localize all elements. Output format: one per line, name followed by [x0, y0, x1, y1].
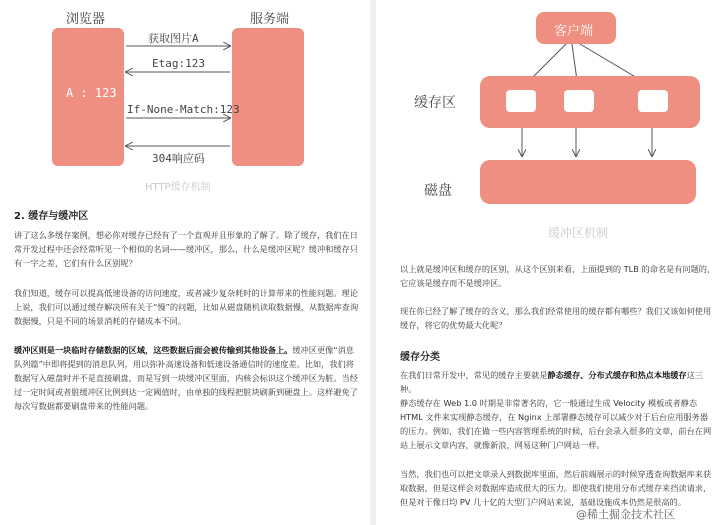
arrow-304-label: 304响应码 [152, 152, 205, 165]
diagram-caption: 缓冲区机制 [548, 226, 609, 240]
browser-box-text: A : 123 [66, 86, 117, 100]
paragraph-2: 我们知道，缓存可以提高低速设备的访问速度，或者减少复杂耗时的计算带来的性能问题。理论上说，我们可以通过缓存解决所有关于“慢”的问题，比如从磁盘随机读取数据慢，从数据库查询数据慢，只是不同的场景消耗的存储成本不同。 [14, 288, 359, 326]
paragraph-2: 现在你已经了解了缓存的含义，那么我们经常使用的缓存都有哪些？我们又该如何使用缓存，将它的优势最大化呢？ [400, 306, 712, 330]
paragraph-3-bold: 缓冲区则是一块临时存储数据的区域，这些数据后面会被传输到其他设备上。 [14, 345, 293, 355]
paragraph-1: 讲了这么多缓存案例，想必你对缓存已经有了一个直观并且形象的了解了。除了缓存，我们在日常开发过程中还会经常听见一个相似的名词——缓冲区，那么，什么是缓冲区呢？缓冲和缓存只有一字之差，它们有什么区别呢？ [14, 230, 358, 268]
paragraph-1: 以上就是缓冲区和缓存的区别，从这个区别来看，上面提到的 TLB 的命名是有问题的，它应该是缓存而不是缓冲区。 [400, 264, 716, 288]
paragraph-3 [400, 368, 716, 396]
cache-block-1 [506, 90, 536, 112]
section-heading: 2. 缓存与缓冲区 [14, 211, 89, 222]
diagram-caption: HTTP缓存机制 [145, 182, 211, 193]
server-box [232, 28, 304, 166]
arrow-if-none-match-label: If-None-Match:123 [127, 103, 240, 116]
disk-box [480, 160, 696, 204]
cache-block-2 [564, 90, 594, 112]
browser-label: 浏览器 [66, 12, 106, 27]
cache-label: 缓存区 [414, 95, 456, 111]
paragraph-3-pre: 在我们日常开发中，常见的缓存主要就是 [400, 370, 548, 380]
client-box [536, 12, 616, 44]
paragraph-3 [14, 343, 360, 413]
paragraph-3-bold: 静态缓存、分布式缓存和热点本地缓存 [547, 370, 687, 380]
paragraph-3-post: 这三种。 [400, 370, 703, 394]
browser-box [52, 28, 124, 166]
disk-label: 磁盘 [424, 183, 452, 199]
arrow-request-label: 获取图片A [148, 32, 199, 45]
watermark: @稀土掘金技术社区 [576, 508, 675, 521]
paragraph-4: 静态缓存在 Web 1.0 时期是非常著名的，它一般通过生成 Velocity 模板或者静态 HTML 文件来实现静态缓存，在 Nginx 上部署静态缓存可以减少对于后台应用服务器的压力。例如，我们在做一些内容管理系统的时候，后台会录入很多的文章，前台在网站上展示文章内容，就像新浪，网易这种门户网站一样。 [400, 398, 712, 450]
arrow-etag-label: Etag:123 [152, 57, 205, 70]
cache-area-box [480, 76, 700, 128]
paragraph-3-rest: 缓冲区更像“消息队列篇”中即将提到的消息队列，用以弥补高速设备和低速设备通信时的速度差。比如，我们将数据写入磁盘时并不是直接刷盘，而是写到一块缓冲区里面，内核会标识这个缓冲区为脏。当经过一定时间或者脏缓冲区比例到达一定阈值时，由单独的线程把脏块刷新到硬盘上。这样避免了每次写数据都要刷盘带来的性能问题。 [14, 345, 358, 411]
paragraph-5: 当然，我们也可以把文章录入到数据库里面，然后前端展示的时候穿透查询数据库来获取数据，但是这样会对数据库造成很大的压力。即使我们使用分布式缓存来挡读请求，但是对于像日均 PV 几十亿的大型门户网站来说，基础设施成本仍然是很高的。 [400, 469, 712, 507]
cache-block-3 [638, 90, 668, 112]
server-label: 服务端 [250, 12, 290, 27]
client-label: 客户端 [554, 24, 594, 39]
right-page [376, 0, 720, 525]
section-heading: 缓存分类 [400, 352, 440, 363]
